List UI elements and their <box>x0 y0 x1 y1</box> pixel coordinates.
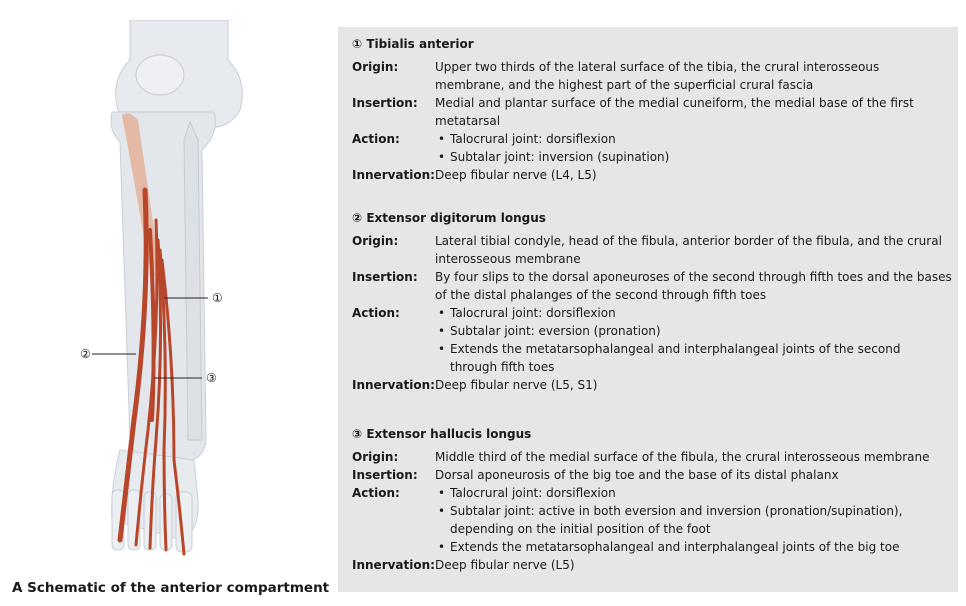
action-row <box>352 130 952 166</box>
muscle-block-tibialis-anterior <box>352 37 952 184</box>
origin-line: membrane, and the highest part of the superficial crural fascia <box>435 78 814 92</box>
origin-row <box>352 58 952 94</box>
innervation-value: Deep fibular nerve (L4, L5) <box>435 168 597 182</box>
action-list <box>435 304 952 376</box>
insertion-value <box>435 268 952 304</box>
innervation-label: Innervation: <box>352 378 435 392</box>
origin-line: Lateral tibial condyle, head of the fibula, anterior border of the fibula, and the crural <box>435 234 942 248</box>
action-item: • Talocrural joint: dorsiflexion <box>435 130 952 148</box>
innervation-label: Innervation: <box>352 558 435 572</box>
action-list <box>435 130 952 166</box>
origin-value: Middle third of the medial surface of the fibula, the crural interosseous membrane <box>435 450 930 464</box>
callout-2: ② <box>80 347 91 361</box>
callout-1: ① <box>212 291 223 305</box>
insertion-value <box>435 94 952 130</box>
action-row <box>352 484 952 556</box>
innervation-row <box>352 376 952 394</box>
origin-row <box>352 448 952 466</box>
action-label: Action: <box>352 132 400 146</box>
innervation-row <box>352 166 952 184</box>
action-item: • Talocrural joint: dorsiflexion <box>435 304 952 322</box>
figure-caption: A Schematic of the anterior compartment <box>12 580 330 596</box>
insertion-label: Insertion: <box>352 96 418 110</box>
innervation-label: Innervation: <box>352 168 435 182</box>
origin-label: Origin: <box>352 450 399 464</box>
insertion-value: Dorsal aponeurosis of the big toe and the base of its distal phalanx <box>435 468 839 482</box>
origin-line: interosseous membrane <box>435 252 581 266</box>
muscle-block-extensor-hallucis-longus <box>352 427 952 574</box>
origin-value <box>435 58 952 94</box>
origin-line: Upper two thirds of the lateral surface of the tibia, the crural interosseous <box>435 60 880 74</box>
insertion-line: Medial and plantar surface of the medial cuneiform, the medial base of the first <box>435 96 914 110</box>
action-label: Action: <box>352 486 400 500</box>
muscle-title: ③ Extensor hallucis longus <box>352 427 532 441</box>
origin-label: Origin: <box>352 60 399 74</box>
muscle-info-panel <box>338 27 958 592</box>
insertion-row <box>352 466 952 484</box>
action-item: • Extends the metatarsophalangeal and interphalangeal joints of the second through fifth toes <box>435 340 952 376</box>
innervation-row <box>352 556 952 574</box>
leg-illustration <box>90 20 320 560</box>
origin-row <box>352 232 952 268</box>
action-item: • Subtalar joint: active in both eversion and inversion (pronation/supination), depending on the initial position of the foot <box>435 502 952 538</box>
insertion-row <box>352 94 952 130</box>
action-row <box>352 304 952 376</box>
action-item: • Subtalar joint: eversion (pronation) <box>435 322 952 340</box>
action-item: • Talocrural joint: dorsiflexion <box>435 484 952 502</box>
muscle-title: ② Extensor digitorum longus <box>352 211 546 225</box>
insertion-line: metatarsal <box>435 114 501 128</box>
leg-drawing <box>90 20 320 560</box>
innervation-value: Deep fibular nerve (L5) <box>435 558 575 572</box>
action-list <box>435 484 952 556</box>
origin-label: Origin: <box>352 234 399 248</box>
insertion-line: of the distal phalanges of the second through fifth toes <box>435 288 767 302</box>
origin-value <box>435 232 952 268</box>
insertion-line: By four slips to the dorsal aponeuroses of the second through fifth toes and the bases <box>435 270 952 284</box>
insertion-row <box>352 268 952 304</box>
callout-3: ③ <box>206 371 217 385</box>
action-item: • Subtalar joint: inversion (supination) <box>435 148 952 166</box>
muscle-title: ① Tibialis anterior <box>352 37 474 51</box>
insertion-label: Insertion: <box>352 468 418 482</box>
insertion-label: Insertion: <box>352 270 418 284</box>
innervation-value: Deep fibular nerve (L5, S1) <box>435 378 598 392</box>
action-label: Action: <box>352 306 400 320</box>
muscle-block-extensor-digitorum-longus <box>352 211 952 394</box>
action-item: • Extends the metatarsophalangeal and interphalangeal joints of the big toe <box>435 538 952 556</box>
